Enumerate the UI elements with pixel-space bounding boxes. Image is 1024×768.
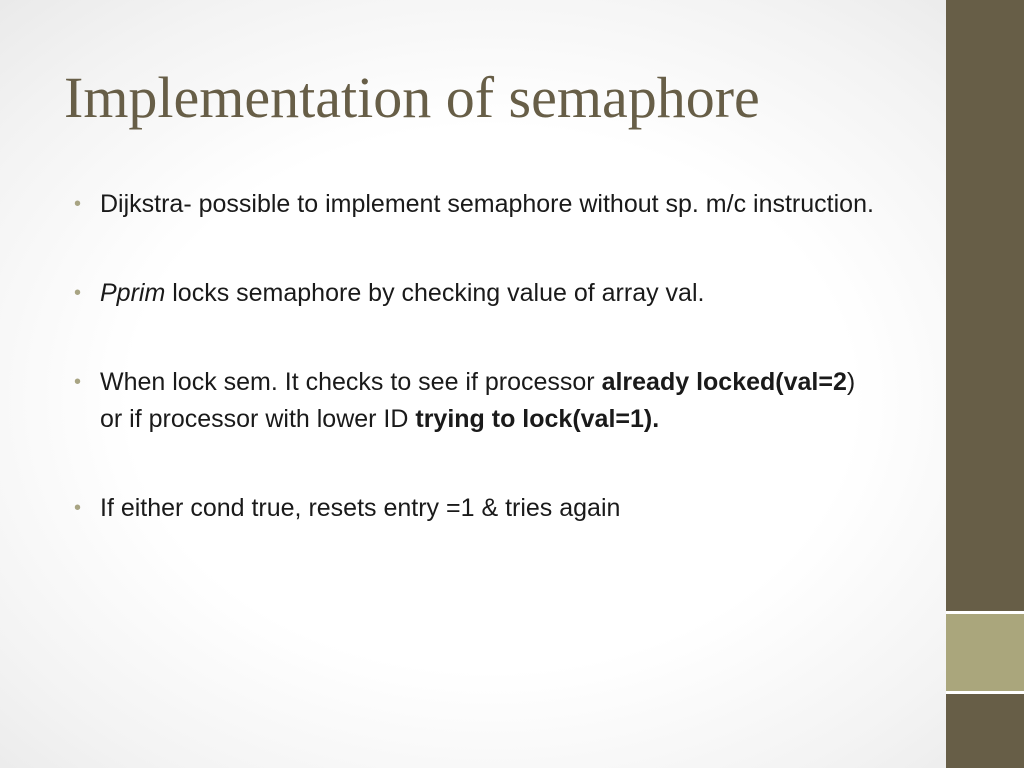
bullet-icon: • [74,497,82,519]
bullet-icon: • [74,371,82,393]
bullet-item [74,490,884,527]
bullet-bold-text: already locked(val=2 [601,368,847,396]
bullet-bold-text: trying to lock(val=1). [415,405,660,433]
bullet-item [74,364,884,438]
slide-title: Implementation of semaphore [64,65,760,130]
bullet-text: Dijkstra- possible to implement semaphore without sp. m/c instruction. [100,190,874,218]
bullet-italic-term: Pprim [100,279,166,307]
bullet-text: If either cond true, resets entry =1 & tries again [100,494,621,522]
bullet-item [74,186,884,223]
bullet-icon: • [74,193,82,215]
bullet-text: locks semaphore by checking value of array val. [165,279,705,307]
bullet-item [74,275,884,312]
sidebar-accent-block [946,614,1024,691]
bullet-text: When lock sem. It checks to see if processor [100,368,602,396]
bullet-text: ) or if processor with lower ID [100,368,856,433]
sidebar-divider-bottom [946,691,1024,694]
bullet-list [74,186,884,527]
bullet-icon: • [74,282,82,304]
